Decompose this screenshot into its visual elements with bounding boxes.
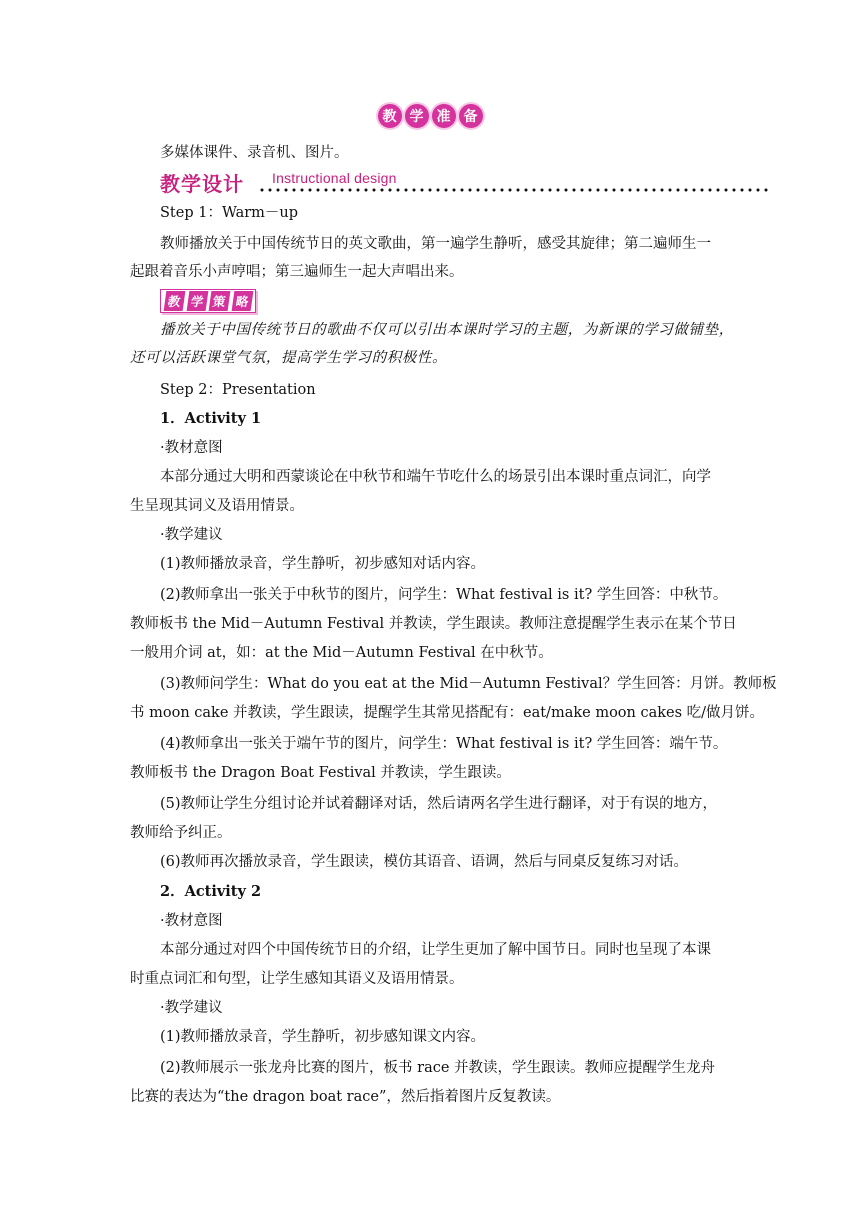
header-badge-char: 学: [405, 104, 429, 128]
strategy-char: 策: [209, 291, 230, 311]
activity1-title: 1．Activity 1: [160, 410, 262, 427]
strategy-char: 略: [231, 291, 252, 311]
strategy-char: 教: [164, 291, 185, 311]
activity1-suggestion: 一般用介词 at，如：at the Mid－Autumn Festival 在中秋节。: [130, 645, 553, 661]
activity2-suggest-label: ·教学建议: [160, 1000, 223, 1016]
activity1-suggestion: (1)教师播放录音，学生静听，初步感知对话内容。: [160, 556, 486, 572]
activity2-suggestion: 比赛的表达为“the dragon boat race”，然后指着图片反复教读。: [130, 1089, 561, 1105]
activity1-intent-line: 本部分通过大明和西蒙谈论在中秋节和端午节吃什么的场景引出本课时重点词汇，向学: [160, 469, 711, 485]
activity1-suggestion: 教师板书 the Dragon Boat Festival 并教读，学生跟读。: [130, 765, 511, 781]
activity2-intent-line: 本部分通过对四个中国传统节日的介绍，让学生更加了解中国节日。同时也呈现了本课: [160, 942, 711, 958]
step1-paragraph-line: 教师播放关于中国传统节日的英文歌曲，第一遍学生静听，感受其旋律；第二遍师生一: [160, 236, 711, 252]
activity1-suggestion: 教师板书 the Mid－Autumn Festival 并教读，学生跟读。教师注意提醒学生表示在某个节日: [130, 616, 737, 632]
step1-paragraph-line: 起跟着音乐小声哼唱；第三遍师生一起大声唱出来。: [130, 264, 464, 280]
activity1-suggestion: (4)教师拿出一张关于端午节的图片，问学生：What festival is it? 学生回答：端午节。: [160, 736, 728, 752]
activity2-suggestion: (2)教师展示一张龙舟比赛的图片，板书 race 并教读，学生跟读。教师应提醒学生龙舟: [160, 1060, 716, 1076]
activity1-suggestion: 书 moon cake 并教读，学生跟读，提醒学生其常见搭配有：eat/make moon cakes 吃/做月饼。: [130, 705, 765, 721]
activity1-suggestion: (3)教师问学生：What do you eat at the Mid－Autumn Festival？学生回答：月饼。教师板: [160, 676, 777, 692]
strategy-text-line: 播放关于中国传统节日的歌曲不仅可以引出本课时学习的主题，为新课的学习做铺垫，: [160, 322, 734, 338]
activity1-suggestion: (5)教师让学生分组讨论并试着翻译对话，然后请两名学生进行翻译，对于有误的地方，: [160, 796, 718, 812]
activity1-suggest-label: ·教学建议: [160, 527, 223, 543]
activity1-suggestion: (2)教师拿出一张关于中秋节的图片，问学生：What festival is it? 学生回答：中秋节。: [160, 587, 728, 603]
activity1-intent-line: 生呈现其词义及语用情景。: [130, 498, 304, 514]
activity1-suggestion: 教师给予纠正。: [130, 825, 232, 841]
activity2-intent-line: 时重点词汇和句型，让学生感知其语义及语用情景。: [130, 971, 464, 987]
header-badge-char: 备: [459, 104, 483, 128]
activity2-title: 2．Activity 2: [160, 883, 262, 900]
activity2-intent-label: ·教材意图: [160, 913, 223, 929]
strategy-text-line: 还可以活跃课堂气氛，提高学生学习的积极性。: [130, 350, 448, 366]
teaching-prep-header: [0, 104, 860, 128]
step2-title: Step 2：Presentation: [160, 382, 316, 398]
activity2-suggestion: (1)教师播放录音，学生静听，初步感知课文内容。: [160, 1029, 486, 1045]
prep-materials: 多媒体课件、录音机、图片。: [160, 145, 349, 161]
activity1-intent-label: ·教材意图: [160, 440, 223, 456]
teaching-strategy-label: [160, 289, 256, 313]
design-subtitle: Instructional design: [272, 170, 397, 186]
step1-title: Step 1：Warm－up: [160, 205, 299, 221]
activity1-suggestion: (6)教师再次播放录音，学生跟读，模仿其语音、语调，然后与同桌反复练习对话。: [160, 854, 689, 870]
strategy-char: 学: [186, 291, 207, 311]
design-title: 教学设计: [160, 172, 244, 196]
header-badge-char: 准: [432, 104, 456, 128]
dotted-divider: [258, 187, 770, 193]
header-badge-char: 教: [378, 104, 402, 128]
